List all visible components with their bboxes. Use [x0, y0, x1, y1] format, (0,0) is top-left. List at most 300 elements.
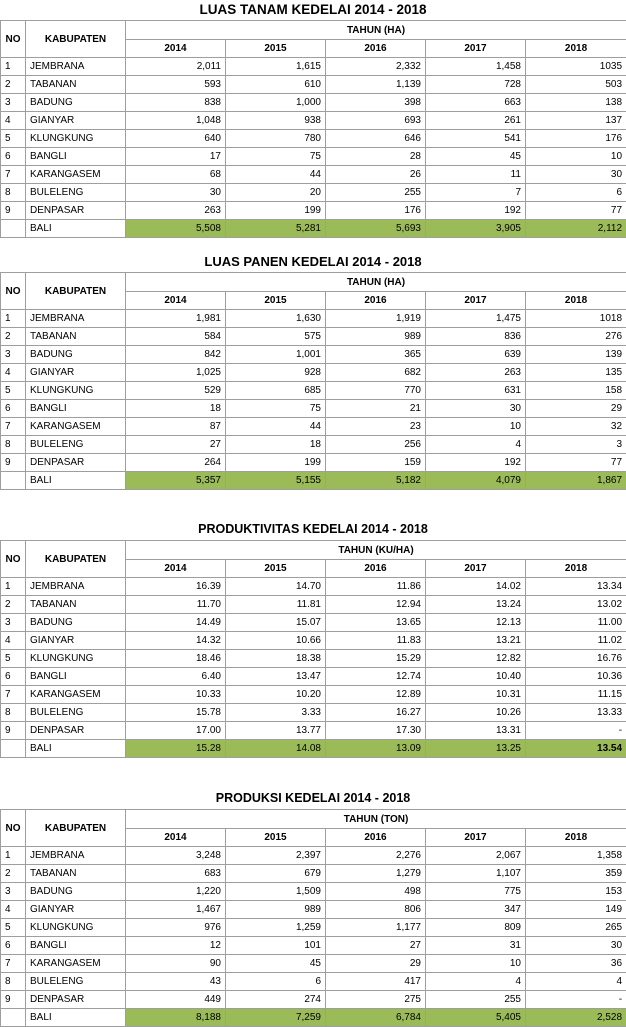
value-cell: 683: [126, 865, 226, 883]
year-header: 2017: [426, 40, 526, 58]
value-cell: 192: [426, 202, 526, 220]
value-cell: 610: [226, 76, 326, 94]
year-header: 2018: [526, 292, 626, 310]
value-cell: 153: [526, 883, 626, 901]
row-number: 9: [1, 991, 26, 1009]
total-cell: 14.08: [226, 740, 326, 758]
value-cell: 20: [226, 184, 326, 202]
value-cell: 836: [426, 328, 526, 346]
value-cell: 274: [226, 991, 326, 1009]
value-cell: 10.20: [226, 686, 326, 704]
row-number: 6: [1, 148, 26, 166]
value-cell: 199: [226, 202, 326, 220]
value-cell: 275: [326, 991, 426, 1009]
value-cell: 679: [226, 865, 326, 883]
kabupaten-name: JEMBRANA: [26, 578, 126, 596]
kabupaten-name: KLUNGKUNG: [26, 130, 126, 148]
unit-header: TAHUN (HA): [126, 21, 626, 40]
value-cell: 265: [526, 919, 626, 937]
produktivitas-table: [0, 540, 626, 758]
value-cell: 13.65: [326, 614, 426, 632]
table-row: [1, 883, 626, 901]
value-cell: 1,000: [226, 94, 326, 112]
year-header: 2015: [226, 40, 326, 58]
value-cell: 449: [126, 991, 226, 1009]
value-cell: 14.02: [426, 578, 526, 596]
table-row: [1, 704, 626, 722]
row-number: 5: [1, 919, 26, 937]
total-cell: 2,112: [526, 220, 626, 238]
row-number: 5: [1, 130, 26, 148]
kabupaten-name: TABANAN: [26, 76, 126, 94]
value-cell: 631: [426, 382, 526, 400]
kabupaten-name: DENPASAR: [26, 202, 126, 220]
value-cell: 30: [426, 400, 526, 418]
kabupaten-name: BANGLI: [26, 668, 126, 686]
row-number: 6: [1, 400, 26, 418]
value-cell: 13.21: [426, 632, 526, 650]
table-row: [1, 865, 626, 883]
value-cell: 503: [526, 76, 626, 94]
year-header: 2017: [426, 829, 526, 847]
value-cell: 1,259: [226, 919, 326, 937]
table-title: PRODUKSI KEDELAI 2014 - 2018: [0, 791, 626, 805]
table-row: [1, 919, 626, 937]
row-number: 8: [1, 704, 26, 722]
value-cell: 3,248: [126, 847, 226, 865]
value-cell: 989: [326, 328, 426, 346]
value-cell: 18: [226, 436, 326, 454]
kabupaten-name: BULELENG: [26, 184, 126, 202]
value-cell: 2,067: [426, 847, 526, 865]
table-row: [1, 632, 626, 650]
total-cell: 13.09: [326, 740, 426, 758]
kabupaten-name: GIANYAR: [26, 364, 126, 382]
kabupaten-header: KABUPATEN: [26, 541, 126, 578]
kabupaten-name: BANGLI: [26, 937, 126, 955]
value-cell: 7: [426, 184, 526, 202]
table-row: [1, 722, 626, 740]
value-cell: 17.00: [126, 722, 226, 740]
table-row: [1, 58, 626, 76]
value-cell: 29: [326, 955, 426, 973]
kabupaten-header: KABUPATEN: [26, 273, 126, 310]
kabupaten-name: TABANAN: [26, 328, 126, 346]
row-number: 5: [1, 650, 26, 668]
value-cell: 137: [526, 112, 626, 130]
value-cell: 575: [226, 328, 326, 346]
table-row: [1, 364, 626, 382]
value-cell: 75: [226, 400, 326, 418]
table-row: [1, 418, 626, 436]
value-cell: 12.89: [326, 686, 426, 704]
value-cell: 14.70: [226, 578, 326, 596]
kabupaten-name: DENPASAR: [26, 722, 126, 740]
value-cell: 45: [226, 955, 326, 973]
row-number: 7: [1, 686, 26, 704]
year-header: 2014: [126, 40, 226, 58]
value-cell: 32: [526, 418, 626, 436]
kabupaten-name: BULELENG: [26, 973, 126, 991]
value-cell: 159: [326, 454, 426, 472]
value-cell: 13.33: [526, 704, 626, 722]
row-number: 3: [1, 883, 26, 901]
value-cell: 3.33: [226, 704, 326, 722]
value-cell: 138: [526, 94, 626, 112]
kabupaten-name: KLUNGKUNG: [26, 382, 126, 400]
kabupaten-name: KARANGASEM: [26, 418, 126, 436]
value-cell: 682: [326, 364, 426, 382]
value-cell: 1,358: [526, 847, 626, 865]
kabupaten-name: JEMBRANA: [26, 310, 126, 328]
value-cell: 838: [126, 94, 226, 112]
value-cell: 10.33: [126, 686, 226, 704]
table-row: [1, 310, 626, 328]
value-cell: 365: [326, 346, 426, 364]
table-title: LUAS PANEN KEDELAI 2014 - 2018: [0, 254, 626, 269]
value-cell: 139: [526, 346, 626, 364]
row-number: 6: [1, 937, 26, 955]
value-cell: 26: [326, 166, 426, 184]
kabupaten-name: GIANYAR: [26, 632, 126, 650]
total-cell: 5,508: [126, 220, 226, 238]
row-number: 3: [1, 94, 26, 112]
kabupaten-name: JEMBRANA: [26, 58, 126, 76]
value-cell: 77: [526, 454, 626, 472]
table-row: [1, 686, 626, 704]
value-cell: 2,332: [326, 58, 426, 76]
year-header: 2014: [126, 292, 226, 310]
value-cell: 13.31: [426, 722, 526, 740]
value-cell: 135: [526, 364, 626, 382]
value-cell: 11.81: [226, 596, 326, 614]
value-cell: 276: [526, 328, 626, 346]
total-cell: 15.28: [126, 740, 226, 758]
value-cell: 780: [226, 130, 326, 148]
value-cell: 2,397: [226, 847, 326, 865]
value-cell: 10.31: [426, 686, 526, 704]
table-row: [1, 328, 626, 346]
value-cell: 1018: [526, 310, 626, 328]
value-cell: 775: [426, 883, 526, 901]
row-number: [1, 740, 26, 758]
kabupaten-name: BULELENG: [26, 704, 126, 722]
row-number: 1: [1, 58, 26, 76]
kabupaten-name: KARANGASEM: [26, 166, 126, 184]
value-cell: 45: [426, 148, 526, 166]
value-cell: 809: [426, 919, 526, 937]
value-cell: 30: [526, 937, 626, 955]
table-row: [1, 76, 626, 94]
year-header: 2014: [126, 829, 226, 847]
row-number: 1: [1, 310, 26, 328]
value-cell: 255: [326, 184, 426, 202]
value-cell: 199: [226, 454, 326, 472]
row-number: 3: [1, 614, 26, 632]
table-row: [1, 400, 626, 418]
value-cell: 770: [326, 382, 426, 400]
value-cell: 12: [126, 937, 226, 955]
year-header: 2017: [426, 292, 526, 310]
value-cell: 646: [326, 130, 426, 148]
value-cell: 11.83: [326, 632, 426, 650]
kabupaten-name: BADUNG: [26, 614, 126, 632]
row-number: 9: [1, 202, 26, 220]
total-cell: 13.54: [526, 740, 626, 758]
total-label: BALI: [26, 220, 126, 238]
value-cell: 584: [126, 328, 226, 346]
value-cell: 16.76: [526, 650, 626, 668]
row-number: 3: [1, 346, 26, 364]
table-row: [1, 454, 626, 472]
value-cell: 43: [126, 973, 226, 991]
table-title: LUAS TANAM KEDELAI 2014 - 2018: [0, 2, 626, 17]
value-cell: 2,011: [126, 58, 226, 76]
value-cell: 12.94: [326, 596, 426, 614]
row-number: [1, 220, 26, 238]
year-header: 2018: [526, 40, 626, 58]
value-cell: 1,025: [126, 364, 226, 382]
year-header: 2015: [226, 829, 326, 847]
row-number: 9: [1, 454, 26, 472]
kabupaten-name: KLUNGKUNG: [26, 650, 126, 668]
value-cell: 192: [426, 454, 526, 472]
value-cell: 16.27: [326, 704, 426, 722]
row-number: 5: [1, 382, 26, 400]
value-cell: 30: [526, 166, 626, 184]
value-cell: 928: [226, 364, 326, 382]
year-header: 2016: [326, 560, 426, 578]
value-cell: 1,981: [126, 310, 226, 328]
value-cell: 263: [426, 364, 526, 382]
table-row: [1, 596, 626, 614]
value-cell: 1,458: [426, 58, 526, 76]
total-cell: 5,693: [326, 220, 426, 238]
value-cell: 1,467: [126, 901, 226, 919]
no-header: NO: [1, 810, 26, 847]
kabupaten-header: KABUPATEN: [26, 810, 126, 847]
value-cell: 90: [126, 955, 226, 973]
value-cell: 417: [326, 973, 426, 991]
value-cell: 27: [126, 436, 226, 454]
value-cell: 4: [526, 973, 626, 991]
total-cell: 5,405: [426, 1009, 526, 1027]
value-cell: 1,001: [226, 346, 326, 364]
value-cell: 15.07: [226, 614, 326, 632]
no-header: NO: [1, 21, 26, 58]
value-cell: 10.36: [526, 668, 626, 686]
value-cell: 176: [326, 202, 426, 220]
table-row: [1, 94, 626, 112]
value-cell: 1,220: [126, 883, 226, 901]
row-number: 8: [1, 973, 26, 991]
value-cell: 1,630: [226, 310, 326, 328]
total-cell: 13.25: [426, 740, 526, 758]
value-cell: 4: [426, 973, 526, 991]
value-cell: 158: [526, 382, 626, 400]
value-cell: 13.24: [426, 596, 526, 614]
unit-header: TAHUN (KU/HA): [126, 541, 626, 560]
value-cell: 4: [426, 436, 526, 454]
value-cell: 529: [126, 382, 226, 400]
value-cell: 263: [126, 202, 226, 220]
value-cell: 2,276: [326, 847, 426, 865]
value-cell: 18: [126, 400, 226, 418]
year-header: 2016: [326, 829, 426, 847]
value-cell: 1035: [526, 58, 626, 76]
value-cell: 75: [226, 148, 326, 166]
value-cell: 16.39: [126, 578, 226, 596]
row-number: 2: [1, 596, 26, 614]
kabupaten-name: BADUNG: [26, 883, 126, 901]
value-cell: 15.29: [326, 650, 426, 668]
value-cell: 29: [526, 400, 626, 418]
value-cell: 87: [126, 418, 226, 436]
table-row: [1, 578, 626, 596]
total-cell: 7,259: [226, 1009, 326, 1027]
table-row: [1, 112, 626, 130]
year-header: 2018: [526, 560, 626, 578]
kabupaten-name: BANGLI: [26, 148, 126, 166]
total-cell: 3,905: [426, 220, 526, 238]
value-cell: 398: [326, 94, 426, 112]
value-cell: 10.40: [426, 668, 526, 686]
value-cell: 1,177: [326, 919, 426, 937]
total-row: [1, 472, 626, 490]
table-row: [1, 184, 626, 202]
value-cell: 13.47: [226, 668, 326, 686]
value-cell: 10: [526, 148, 626, 166]
value-cell: 255: [426, 991, 526, 1009]
table-row: [1, 148, 626, 166]
table-row: [1, 955, 626, 973]
table-row: [1, 614, 626, 632]
value-cell: 11.15: [526, 686, 626, 704]
kabupaten-name: GIANYAR: [26, 112, 126, 130]
kabupaten-name: DENPASAR: [26, 454, 126, 472]
value-cell: 3: [526, 436, 626, 454]
value-cell: 17.30: [326, 722, 426, 740]
total-label: BALI: [26, 740, 126, 758]
value-cell: 359: [526, 865, 626, 883]
kabupaten-name: GIANYAR: [26, 901, 126, 919]
total-cell: 6,784: [326, 1009, 426, 1027]
value-cell: 18.46: [126, 650, 226, 668]
table-row: [1, 973, 626, 991]
table-row: [1, 202, 626, 220]
value-cell: 989: [226, 901, 326, 919]
value-cell: 256: [326, 436, 426, 454]
row-number: 6: [1, 668, 26, 686]
kabupaten-header: KABUPATEN: [26, 21, 126, 58]
unit-header: TAHUN (TON): [126, 810, 626, 829]
table-row: [1, 847, 626, 865]
kabupaten-name: BULELENG: [26, 436, 126, 454]
value-cell: 498: [326, 883, 426, 901]
table-title: PRODUKTIVITAS KEDELAI 2014 - 2018: [0, 522, 626, 536]
total-label: BALI: [26, 472, 126, 490]
value-cell: 806: [326, 901, 426, 919]
value-cell: 18.38: [226, 650, 326, 668]
value-cell: 15.78: [126, 704, 226, 722]
value-cell: 938: [226, 112, 326, 130]
kabupaten-name: TABANAN: [26, 865, 126, 883]
value-cell: 1,475: [426, 310, 526, 328]
value-cell: 11.00: [526, 614, 626, 632]
value-cell: 36: [526, 955, 626, 973]
table-row: [1, 901, 626, 919]
value-cell: 12.82: [426, 650, 526, 668]
no-header: NO: [1, 273, 26, 310]
total-row: [1, 740, 626, 758]
table-row: [1, 650, 626, 668]
kabupaten-name: BADUNG: [26, 94, 126, 112]
value-cell: 101: [226, 937, 326, 955]
value-cell: 976: [126, 919, 226, 937]
row-number: 8: [1, 184, 26, 202]
table-row: [1, 166, 626, 184]
year-header: 2015: [226, 560, 326, 578]
value-cell: 11.02: [526, 632, 626, 650]
value-cell: 176: [526, 130, 626, 148]
value-cell: 685: [226, 382, 326, 400]
table-row: [1, 991, 626, 1009]
value-cell: 44: [226, 418, 326, 436]
value-cell: -: [526, 722, 626, 740]
no-header: NO: [1, 541, 26, 578]
value-cell: 27: [326, 937, 426, 955]
luas-tanam-table: [0, 20, 626, 238]
value-cell: 12.13: [426, 614, 526, 632]
row-number: 8: [1, 436, 26, 454]
value-cell: 10.66: [226, 632, 326, 650]
year-header: 2016: [326, 40, 426, 58]
value-cell: 1,048: [126, 112, 226, 130]
value-cell: 1,107: [426, 865, 526, 883]
value-cell: 541: [426, 130, 526, 148]
value-cell: 17: [126, 148, 226, 166]
table-row: [1, 130, 626, 148]
total-cell: 2,528: [526, 1009, 626, 1027]
value-cell: 639: [426, 346, 526, 364]
value-cell: 23: [326, 418, 426, 436]
kabupaten-name: KARANGASEM: [26, 686, 126, 704]
total-label: BALI: [26, 1009, 126, 1027]
row-number: 1: [1, 578, 26, 596]
value-cell: 11.70: [126, 596, 226, 614]
value-cell: 347: [426, 901, 526, 919]
luas-panen-table: [0, 272, 626, 490]
value-cell: 1,509: [226, 883, 326, 901]
value-cell: 12.74: [326, 668, 426, 686]
value-cell: 640: [126, 130, 226, 148]
total-cell: 5,357: [126, 472, 226, 490]
total-cell: 5,281: [226, 220, 326, 238]
kabupaten-name: BADUNG: [26, 346, 126, 364]
value-cell: 693: [326, 112, 426, 130]
year-header: 2015: [226, 292, 326, 310]
value-cell: 10.26: [426, 704, 526, 722]
kabupaten-name: KARANGASEM: [26, 955, 126, 973]
row-number: 4: [1, 112, 26, 130]
total-cell: 8,188: [126, 1009, 226, 1027]
total-cell: 4,079: [426, 472, 526, 490]
value-cell: 1,919: [326, 310, 426, 328]
value-cell: 28: [326, 148, 426, 166]
value-cell: 13.34: [526, 578, 626, 596]
year-header: 2016: [326, 292, 426, 310]
value-cell: 663: [426, 94, 526, 112]
